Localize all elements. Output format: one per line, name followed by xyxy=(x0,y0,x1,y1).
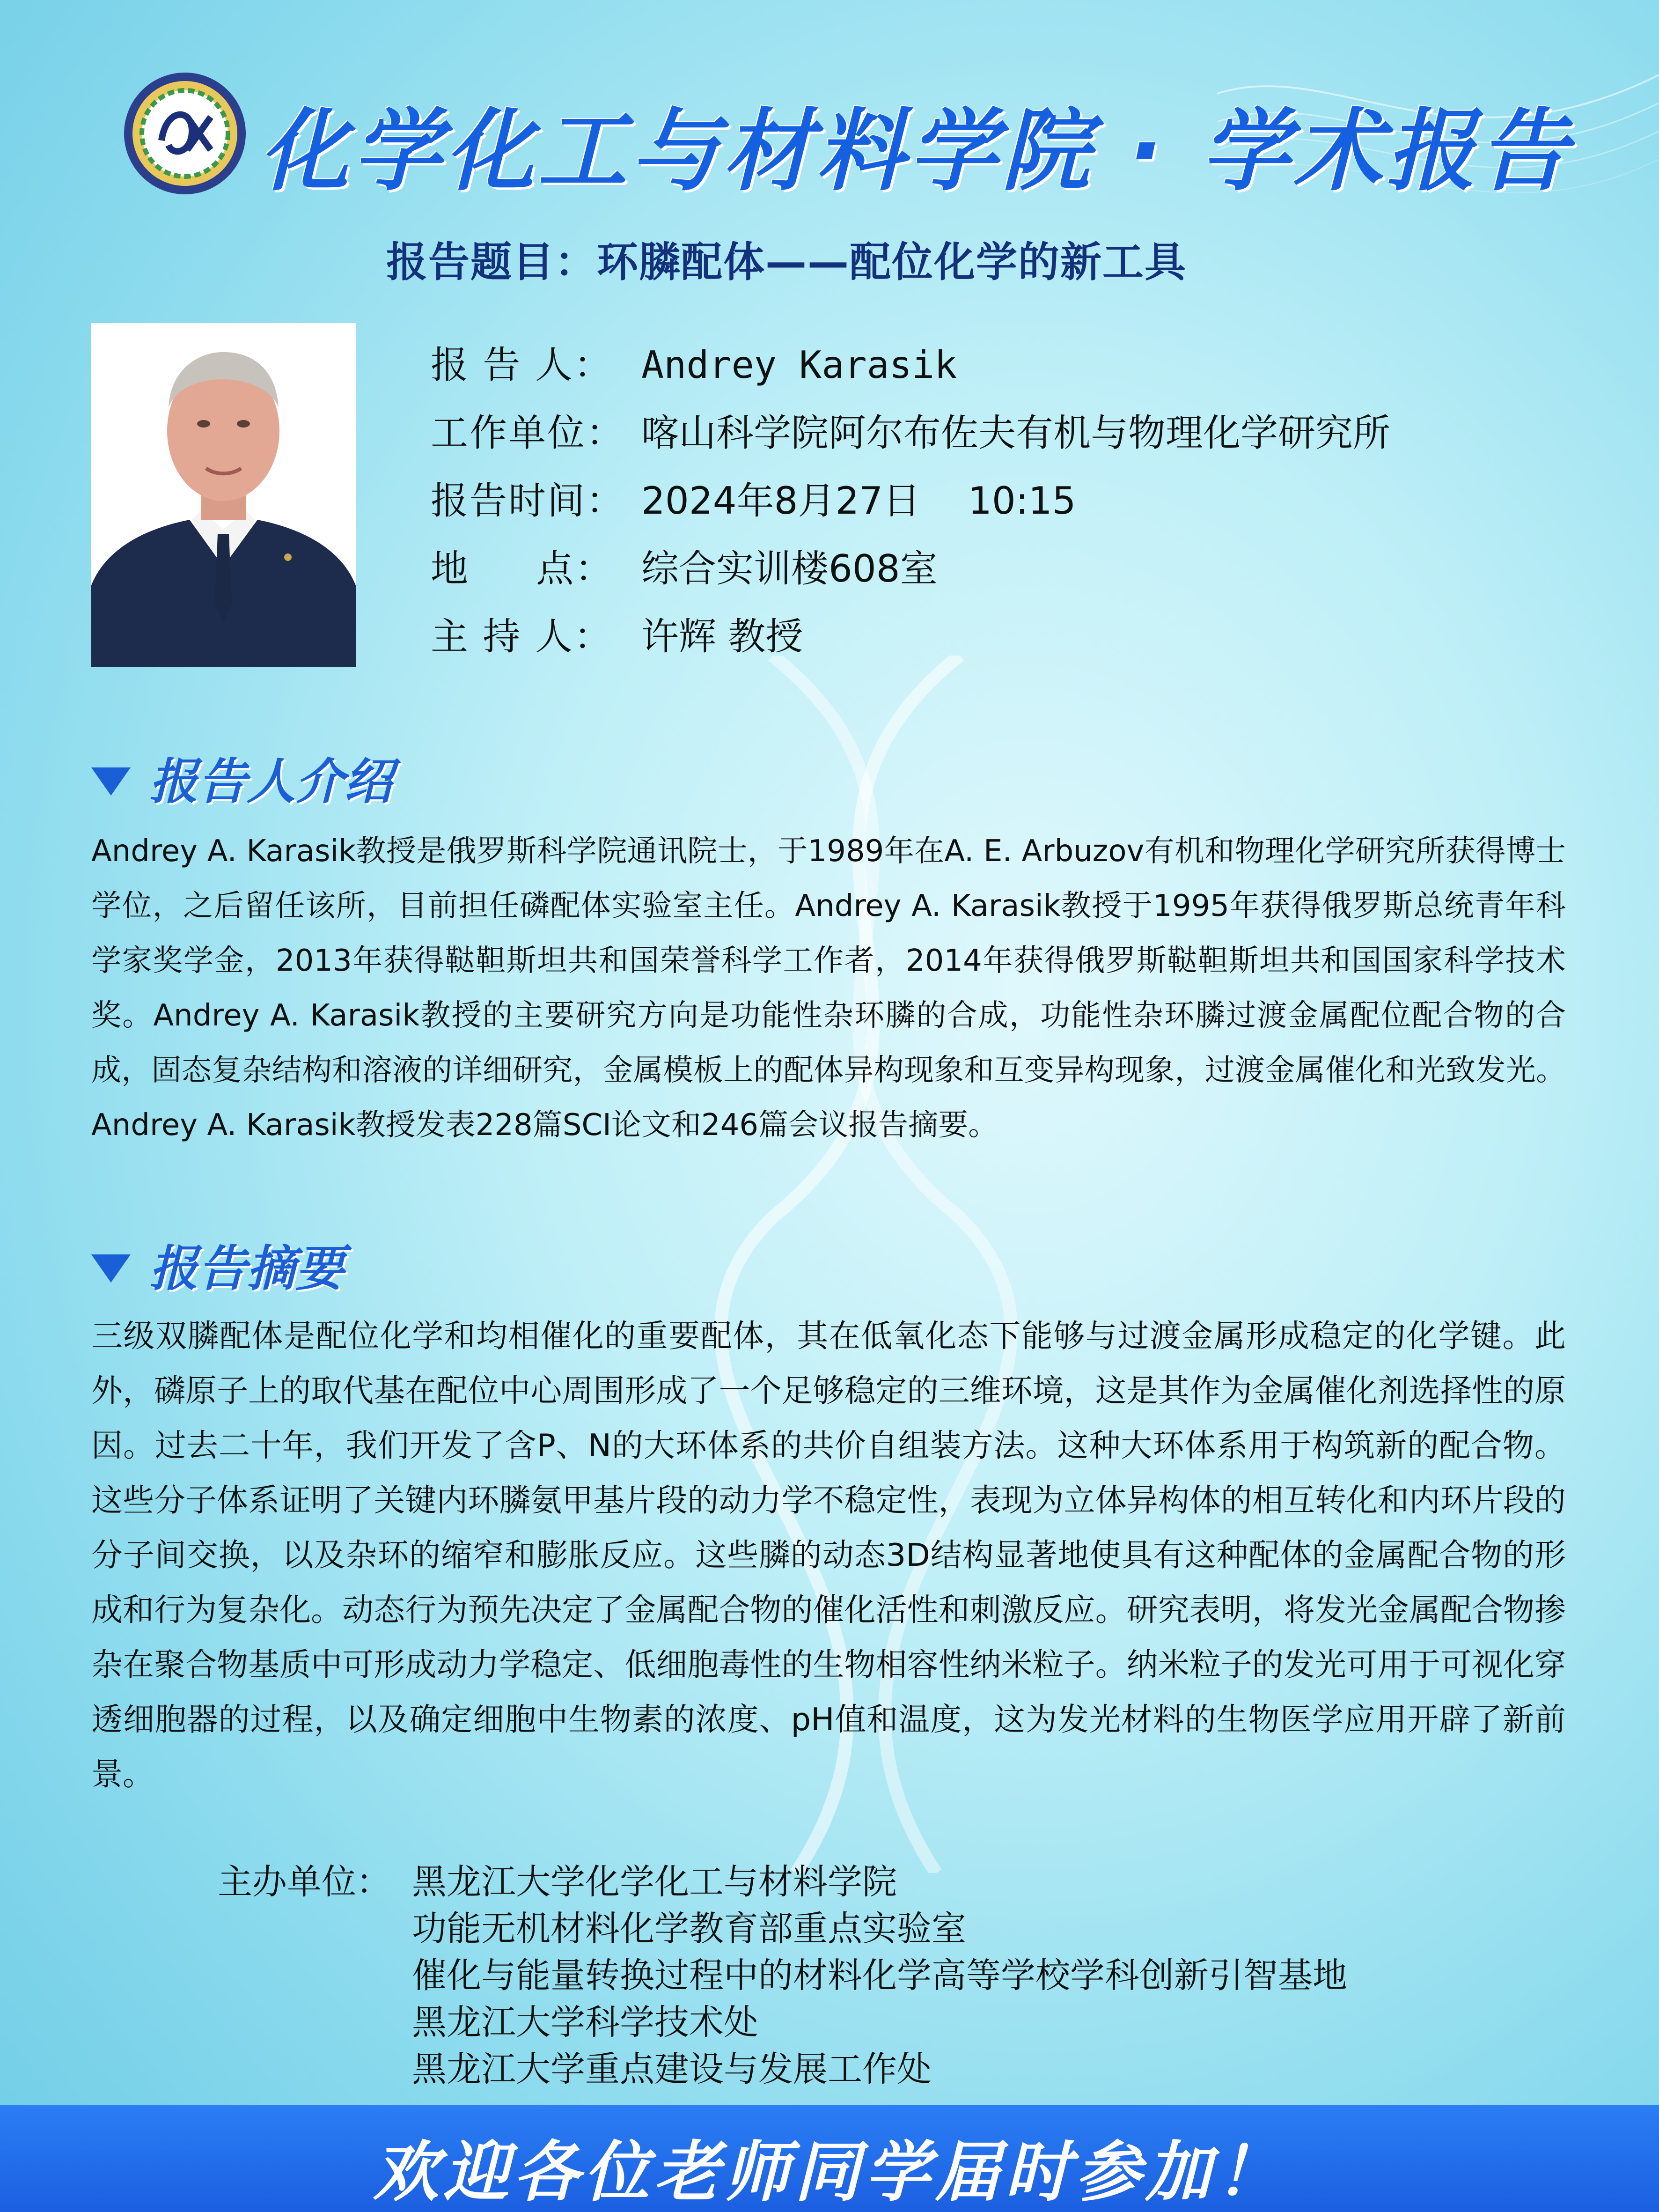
bio-heading xyxy=(91,742,393,812)
footer-banner xyxy=(0,2105,1659,2212)
speaker-label: 报 告 人： xyxy=(431,343,613,387)
header xyxy=(122,70,1573,203)
bio-paragraph: Andrey A. Karasik教授是俄罗斯科学院通讯院士，于1989年在A. E. Arbuzov有机和物理化学研究所获得博士学位，之后留任该所，目前担任磷配体实验室主任。Andrey A. Karasik教授于1995年获得俄罗斯总统青年科学家奖学金，2013年获得鞑靼斯坦共和国荣誉科学工作者，2014年获得俄罗斯鞑靼斯坦共和国国家科学技术奖。Andrey A. Karasik教授的主要研究方向是功能性杂环膦的合成，功能性杂环膦过渡金属配位配合物的合成，固态复杂结构和溶液的详细研究，金属模板上的配体异构现象和互变异构现象，过渡金属催化和光致发光。Andrey A. Karasik教授发表228篇SCI论文和246篇会议报告摘要。 xyxy=(91,834,1566,1143)
organizer-item: 黑龙江大学化学化工与材料学院 xyxy=(412,1862,897,1902)
report-title: 报告题目：环膦配体——配位化学的新工具 xyxy=(386,238,1187,286)
organizer-item: 功能无机材料化学教育部重点实验室 xyxy=(412,1909,966,1949)
location-row xyxy=(431,538,938,592)
organizer-item: 黑龙江大学重点建设与发展工作处 xyxy=(412,2049,932,2089)
time-label: 报告时间： xyxy=(431,479,625,523)
abstract-heading xyxy=(91,1229,344,1299)
location-label: 地 点： xyxy=(431,547,614,590)
speaker-photo xyxy=(91,323,356,667)
affiliation-row xyxy=(431,403,1390,457)
triangle-down-icon xyxy=(91,1254,131,1283)
university-logo xyxy=(122,70,248,197)
location-value: 综合实训楼608室 xyxy=(641,547,938,590)
affiliation-label: 工作单位： xyxy=(431,411,625,455)
speaker-row xyxy=(431,335,957,389)
footer-text: 欢迎各位老师同学届时参加！ xyxy=(373,2134,1286,2211)
organizer-item: 黑龙江大学科学技术处 xyxy=(412,2002,758,2042)
organizer-item: 催化与能量转换过程中的材料化学高等学校学科创新引智基地 xyxy=(412,1955,1347,1996)
host-row xyxy=(431,606,803,660)
abstract-heading-text: 报告摘要 xyxy=(149,1240,345,1297)
time-value: 2024年8月27日 10:15 xyxy=(641,479,1076,523)
speaker-name: Andrey Karasik xyxy=(641,343,957,387)
abstract-paragraph: 三级双膦配体是配位化学和均相催化的重要配体，其在低氧化态下能够与过渡金属形成稳定的化学键。此外，磷原子上的取代基在配位中心周围形成了一个足够稳定的三维环境，这是其作为金属催化剂选择性的原因。过去二十年，我们开发了含P、N的大环体系的共价自组装方法。这种大环体系用于构筑新的配合物。这些分子体系证明了关键内环膦氨甲基片段的动力学不稳定性，表现为立体异构体的相互转化和内环片段的分子间交换，以及杂环的缩窄和膨胀反应。这些膦的动态3D结构显著地使具有这种配体的金属配合物的形成和行为复杂化。动态行为预先决定了金属配合物的催化活性和刺激反应。研究表明，将发光金属配合物掺杂在聚合物基质中可形成动力学稳定、低细胞毒性的生物相容性纳米粒子。纳米粒子的发光可用于可视化穿透细胞器的过程，以及确定细胞中生物素的浓度、pH值和温度，这为发光材料的生物医学应用开辟了新前景。 xyxy=(91,1318,1566,1792)
host-value: 许辉 教授 xyxy=(641,615,803,658)
host-label: 主 持 人： xyxy=(431,615,613,658)
organizers-label: 主办单位： xyxy=(218,1862,391,1902)
bio-heading-text: 报告人介绍 xyxy=(149,753,393,810)
triangle-down-icon xyxy=(91,767,131,796)
affiliation-value: 喀山科学院阿尔布佐夫有机与物理化学研究所 xyxy=(641,411,1390,455)
page-title: 化学化工与材料学院 · 学术报告 xyxy=(260,99,1572,203)
time-row xyxy=(431,471,1076,524)
